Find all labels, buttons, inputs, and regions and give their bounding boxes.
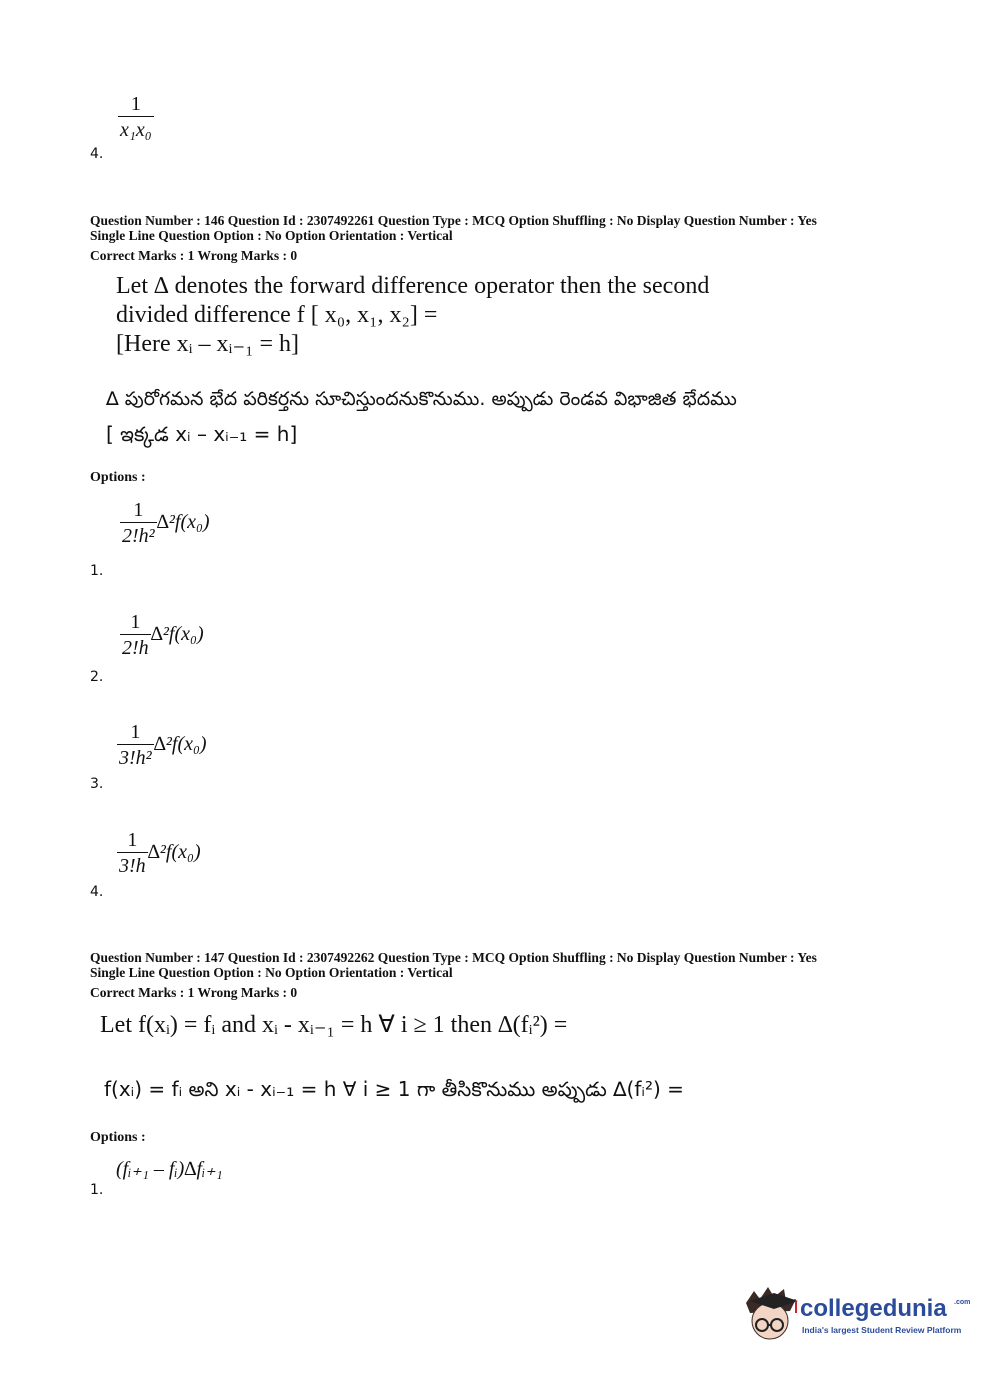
q146-marks: Correct Marks : 1 Wrong Marks : 0 <box>90 248 298 263</box>
expression: ∆²f(x₀) <box>150 623 204 645</box>
q146-options-label: Options : <box>90 470 146 485</box>
q146-meta-line1: Question Number : 146 Question Id : 2307492261 Question Type : MCQ Option Shuffling : No Display Question Number : Yes <box>90 213 817 228</box>
denominator: 2!h² <box>120 522 157 547</box>
mascot-icon <box>740 1283 800 1353</box>
q146-option-3-number: 3. <box>90 776 104 792</box>
q146-option-1-number: 1. <box>90 563 104 579</box>
q147-meta-line1: Question Number : 147 Question Id : 2307492262 Question Type : MCQ Option Shuffling : No Display Question Number : Yes <box>90 950 817 965</box>
q147-meta-line2: Single Line Question Option : No Option Orientation : Vertical <box>90 965 453 980</box>
collegedunia-logo <box>740 1283 970 1353</box>
denominator: 3!h² <box>117 744 154 769</box>
q147-options-label: Options : <box>90 1130 146 1145</box>
logo-suffix: .com <box>954 1299 971 1306</box>
numerator: 1 <box>127 829 138 851</box>
q146-option-1-formula <box>120 498 210 547</box>
numerator: 1 <box>133 499 144 521</box>
q146-telugu-line1: ∆ పురోగమన భేద పరికర్తను సూచిస్తుందనుకొనుము. అప్పుడు రెండవ విభాజిత భేదము <box>106 388 737 410</box>
q147-option-1-number: 1. <box>90 1182 104 1198</box>
expression: ∆²f(x₀) <box>153 733 207 755</box>
numerator: 1 <box>130 93 141 115</box>
prev-option-4-number: 4. <box>90 146 104 162</box>
q146-telugu-line2: [ ఇక్కడ xᵢ – xᵢ₋₁ = h] <box>106 422 298 446</box>
q146-option-4-number: 4. <box>90 884 104 900</box>
numerator: 1 <box>130 721 141 743</box>
q147-option-1-formula <box>116 1156 223 1181</box>
q146-text-line1: Let ∆ denotes the forward difference operator then the second <box>116 273 710 299</box>
q147-text-line1: Let f(xᵢ) = fᵢ and xᵢ - xᵢ₋₁ = h ∀ i ≥ 1 then ∆(fᵢ²) = <box>100 1012 568 1038</box>
numerator: 1 <box>130 611 141 633</box>
q146-option-4-formula <box>117 828 201 877</box>
denominator: 2!h <box>120 634 151 659</box>
q146-meta-line2: Single Line Question Option : No Option Orientation : Vertical <box>90 228 453 243</box>
q146-text-line3: [Here xᵢ – xᵢ₋₁ = h] <box>116 331 300 357</box>
denominator: 3!h <box>117 852 148 877</box>
q146-option-2-formula <box>120 610 204 659</box>
q147-telugu-line1: f(xᵢ) = fᵢ అని xᵢ - xᵢ₋₁ = h ∀ i ≥ 1 గా తీసికొనుము అప్పుడు ∆(fᵢ²) = <box>104 1077 684 1101</box>
denominator: x₁x₀ <box>118 116 154 141</box>
logo-name: collegedunia <box>800 1295 947 1322</box>
q146-option-2-number: 2. <box>90 669 104 685</box>
expression: ∆²f(x₀) <box>156 511 210 533</box>
logo-tagline: India's largest Student Review Platform <box>802 1325 962 1335</box>
expression: ∆²f(x₀) <box>147 841 201 863</box>
q146-option-3-formula <box>117 720 207 769</box>
q147-marks: Correct Marks : 1 Wrong Marks : 0 <box>90 985 298 1000</box>
expression: (fᵢ₊₁ – fᵢ)∆fᵢ₊₁ <box>116 1158 223 1180</box>
prev-option-4-formula <box>118 92 154 141</box>
q146-text-line2: divided difference f [ x₀, x₁, x₂] = <box>116 302 438 328</box>
